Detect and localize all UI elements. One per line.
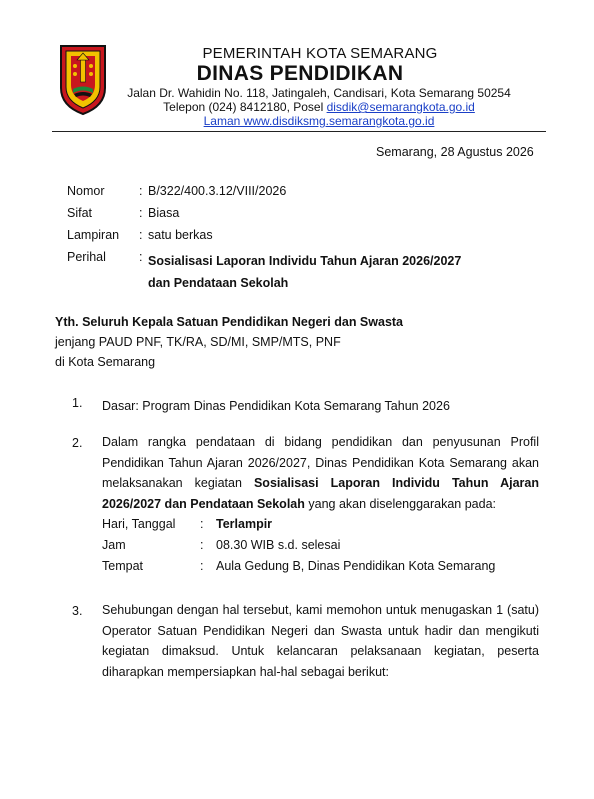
item-2-text-b: yang akan diselenggarakan pada: <box>304 496 497 511</box>
meta-row-perihal <box>67 250 508 294</box>
item-1-text: Dasar: Program Dinas Pendidikan Kota Semarang Tahun 2026 <box>102 399 450 413</box>
detail-row-time <box>102 535 539 556</box>
item-number: 1. <box>72 396 83 410</box>
subject-line-2: dan Pendataan Sekolah <box>148 276 289 290</box>
detail-colon: : <box>200 559 204 573</box>
detail-label: Jam <box>102 538 126 552</box>
item-2-body <box>102 432 539 577</box>
government-name: PEMERINTAH KOTA SEMARANG <box>202 45 438 62</box>
meta-row-lampiran <box>67 228 508 250</box>
website-line <box>122 114 516 128</box>
detail-row-place <box>102 556 539 577</box>
addressee-location: di Kota Semarang <box>55 355 156 369</box>
website-link[interactable]: Laman www.disdiksmg.semarangkota.go.id <box>203 114 435 128</box>
agency-name: DINAS PENDIDIKAN <box>196 62 404 85</box>
meta-label: Perihal <box>67 250 106 264</box>
meta-label: Lampiran <box>67 228 120 242</box>
addressee-level: jenjang PAUD PNF, TK/RA, SD/MI, SMP/MTS, PNF <box>55 335 341 349</box>
meta-colon: : <box>139 206 143 220</box>
meta-subject <box>148 250 508 294</box>
meta-colon: : <box>139 228 143 242</box>
detail-value: Terlampir <box>216 517 273 531</box>
meta-row-sifat <box>67 206 508 228</box>
detail-value: Aula Gedung B, Dinas Pendidikan Kota Semarang <box>216 559 496 573</box>
detail-label: Hari, Tanggal <box>102 517 176 531</box>
phone-line <box>122 100 516 114</box>
meta-value: satu berkas <box>148 228 213 242</box>
meta-colon: : <box>139 184 143 198</box>
meta-label: Nomor <box>67 184 105 198</box>
phone-text: Telepon (024) 8412180, Posel <box>163 100 327 114</box>
subject-line-1: Sosialisasi Laporan Individu Tahun Ajaran 2026/2027 <box>148 254 462 268</box>
letter-meta <box>67 184 508 294</box>
letterhead-divider <box>52 131 546 132</box>
semarang-city-emblem-icon <box>59 44 107 116</box>
event-details <box>102 514 539 577</box>
letterhead-contact <box>122 86 516 128</box>
addressee-title: Yth. Seluruh Kepala Satuan Pendidikan Negeri dan Swasta <box>55 315 404 329</box>
item-3-text: Sehubungan dengan hal tersebut, kami memohon untuk menugaskan 1 (satu) Operator Satuan Pendidikan Negeri dan Swasta untuk hadir dan mengikuti kegiatan dimaksud. Untuk kelancaran pelaksanaan kegiatan, peserta diharapkan mempersiapkan hal-hal sebagai berikut: <box>102 603 539 679</box>
addressee-block <box>55 312 403 372</box>
item-number: 2. <box>72 436 83 450</box>
address-line: Jalan Dr. Wahidin No. 118, Jatingaleh, Candisari, Kota Semarang 50254 <box>127 86 511 100</box>
item-2-text-a: Dalam rangka pendataan di bidang pendidikan dan penyusunan Profil Pendidikan Tahun Ajaran 2026/2027, Dinas Pendidikan Kota Semarang akan melaksanakan kegiatan <box>102 435 539 490</box>
meta-label: Sifat <box>67 206 93 220</box>
meta-colon: : <box>139 250 143 264</box>
detail-value: 08.30 WIB s.d. selesai <box>216 538 341 552</box>
item-2-event-name: Sosialisasi Laporan Individu Tahun Ajaran 2026/2027 dan Pendataan Sekolah <box>102 476 540 511</box>
letter-date: Semarang, 28 Agustus 2026 <box>376 145 534 159</box>
detail-label: Tempat <box>102 559 143 573</box>
meta-value: B/322/400.3.12/VIII/2026 <box>148 184 287 198</box>
email-link[interactable]: disdik@semarangkota.go.id <box>326 100 475 114</box>
meta-value: Biasa <box>148 206 180 220</box>
detail-colon: : <box>200 517 204 531</box>
meta-row-nomor <box>67 184 508 206</box>
detail-colon: : <box>200 538 204 552</box>
item-number: 3. <box>72 604 83 618</box>
detail-row-date <box>102 514 539 535</box>
